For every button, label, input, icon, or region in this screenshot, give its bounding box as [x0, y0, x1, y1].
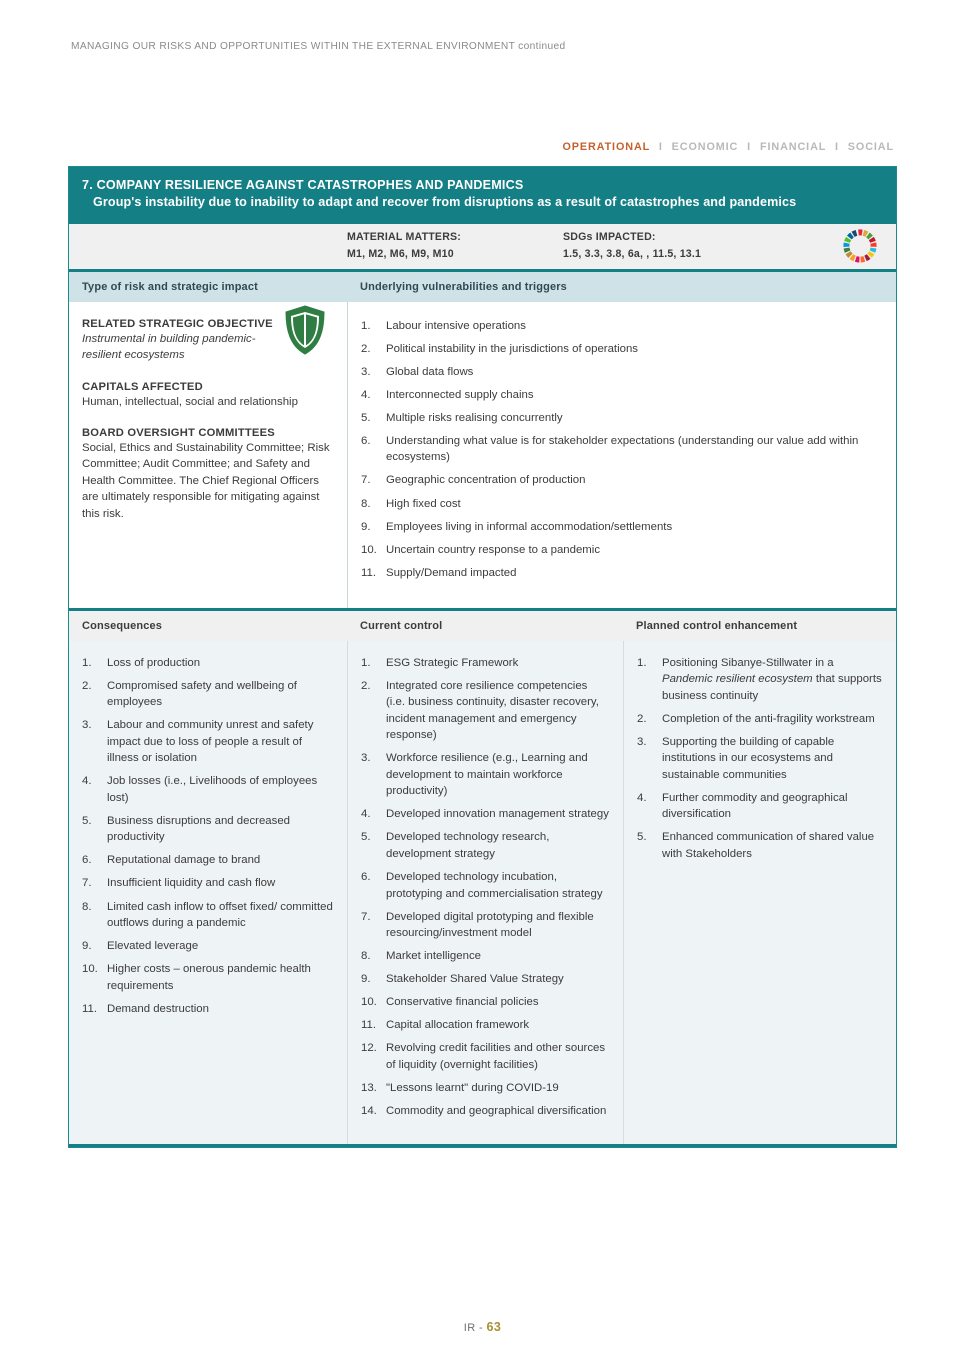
list-item-text: Compromised safety and wellbeing of employees — [107, 679, 297, 709]
list-item-text: Political instability in the jurisdictions of operations — [386, 342, 638, 355]
list-item-number: 4. — [82, 775, 92, 788]
list-item-text: Developed technology incubation, prototyping and commercialisation strategy — [386, 870, 603, 900]
list-item — [361, 519, 882, 536]
list-item-number: 10. — [361, 543, 377, 556]
list-item-text: Completion of the anti-fragility workstream — [662, 712, 875, 725]
list-item-text: Loss of production — [107, 656, 201, 669]
list-item — [361, 655, 609, 672]
list-item-number: 1. — [82, 656, 92, 669]
list-item-text: Developed innovation management strategy — [386, 808, 609, 821]
list-item-number: 9. — [361, 973, 371, 986]
list-item — [361, 994, 609, 1011]
list-item-text: Revolving credit facilities and other sources of liquidity (overnight facilities) — [386, 1042, 606, 1071]
list-item-number: 4. — [361, 388, 371, 401]
list-item-number: 1. — [361, 319, 371, 332]
lower-column-header-row — [69, 611, 896, 641]
material-matters-block — [347, 229, 563, 264]
list-item-number: 5. — [637, 831, 647, 844]
list-item-number: 8. — [82, 900, 92, 913]
running-header: MANAGING OUR RISKS AND OPPORTUNITIES WITHIN THE EXTERNAL ENVIRONMENT continued — [71, 41, 566, 52]
list-item-number: 9. — [361, 520, 371, 533]
board-oversight-title: BOARD OVERSIGHT COMMITTEES — [82, 427, 275, 440]
list-item-text: ESG Strategic Framework — [386, 656, 519, 669]
list-item-number: 10. — [361, 996, 377, 1009]
list-item-number: 10. — [82, 963, 98, 976]
list-item-text: Elevated leverage — [107, 940, 199, 953]
green-shield-icon — [283, 304, 327, 356]
risk-meta-strip — [69, 224, 896, 272]
upper-body — [69, 302, 896, 611]
list-item-number: 2. — [361, 342, 371, 355]
list-item-text: Positioning Sibanye-Stillwater in a Pandemic resilient ecosystem that supports business continuity — [662, 656, 882, 702]
list-item-number: 12. — [361, 1042, 377, 1055]
list-item-text: Further commodity and geographical diversification — [662, 791, 848, 821]
page-footer — [0, 1320, 965, 1334]
list-item-text: Developed digital prototyping and flexible resourcing/investment model — [386, 910, 594, 940]
list-item-text: Market intelligence — [386, 950, 481, 963]
list-item-text: Capital allocation framework — [386, 1019, 530, 1032]
list-item — [82, 773, 333, 806]
list-item — [361, 433, 882, 466]
column-header-type-of-risk: Type of risk and strategic impact — [82, 280, 258, 293]
list-item — [637, 829, 882, 862]
list-item-number: 11. — [361, 1019, 376, 1032]
list-item — [637, 711, 882, 728]
category-operational: OPERATIONAL — [562, 141, 650, 153]
column-header-underlying: Underlying vulnerabilities and triggers — [360, 280, 567, 293]
list-item-number: 7. — [82, 877, 92, 890]
list-item — [637, 655, 882, 705]
list-item — [361, 678, 609, 744]
list-item — [82, 813, 333, 846]
list-item-number: 7. — [361, 910, 371, 923]
current-control-list — [361, 655, 609, 1120]
list-item-text: Reputational damage to brand — [107, 854, 261, 867]
page-number: 63 — [486, 1320, 502, 1334]
capitals-affected-text: Human, intellectual, social and relationship — [82, 395, 298, 408]
list-item-number: 8. — [361, 950, 371, 963]
list-item-text: Global data flows — [386, 365, 474, 378]
list-item — [361, 829, 609, 862]
list-item-number: 14. — [361, 1104, 377, 1117]
list-item-text: Job losses (i.e., Livelihoods of employees lost) — [107, 775, 318, 804]
column-header-current-control: Current control — [360, 619, 443, 632]
list-item-number: 11. — [361, 566, 376, 579]
list-item-text: Higher costs – onerous pandemic health requirements — [107, 963, 311, 992]
list-item — [82, 1001, 333, 1018]
list-item — [361, 948, 609, 965]
risk-title: 7. COMPANY RESILIENCE AGAINST CATASTROPHES AND PANDEMICS — [82, 178, 524, 192]
list-item-number: 8. — [361, 497, 371, 510]
sdg-wheel-wrap — [793, 226, 896, 266]
list-item — [361, 1017, 609, 1034]
list-item — [361, 1080, 609, 1097]
sdgs-impacted-block — [563, 229, 793, 264]
list-item — [82, 717, 333, 767]
list-item-number: 6. — [361, 870, 371, 883]
list-item — [82, 655, 333, 672]
list-item-text: Conservative financial policies — [386, 996, 539, 1009]
planned-control-cell — [623, 641, 896, 1144]
list-item — [361, 387, 882, 404]
list-item-number: 2. — [82, 679, 92, 692]
list-item-text: Workforce resilience (e.g., Learning and development to maintain workforce productivity) — [386, 752, 588, 798]
list-item — [82, 961, 333, 994]
list-item-text: Uncertain country response to a pandemic — [386, 543, 601, 556]
list-item-number: 1. — [361, 656, 371, 669]
risk-title-band — [69, 167, 896, 224]
list-item — [361, 806, 609, 823]
list-item-text: Labour intensive operations — [386, 319, 526, 332]
underlying-vulnerabilities-cell — [347, 302, 896, 608]
lower-body — [69, 641, 896, 1147]
list-item-number: 3. — [361, 365, 371, 378]
list-item — [361, 496, 882, 513]
consequences-cell — [69, 641, 347, 1144]
list-item — [361, 364, 882, 381]
list-item-number: 6. — [82, 854, 92, 867]
category-separator: I — [658, 141, 663, 153]
list-item — [82, 875, 333, 892]
list-item-text: Enhanced communication of shared value with Stakeholders — [662, 831, 875, 860]
capitals-affected-title: CAPITALS AFFECTED — [82, 380, 203, 393]
list-item — [82, 938, 333, 955]
list-item-number: 2. — [637, 712, 647, 725]
list-item — [361, 869, 609, 902]
list-item — [82, 678, 333, 711]
category-social: SOCIAL — [847, 141, 894, 153]
category-economic: ECONOMIC — [671, 141, 739, 153]
list-item-text: "Lessons learnt" during COVID-19 — [386, 1081, 559, 1094]
list-item-text: Limited cash inflow to offset fixed/ committed outflows during a pandemic — [107, 900, 333, 930]
list-item-text: Interconnected supply chains — [386, 388, 534, 401]
material-matters-value: M1, M2, M6, M9, M10 — [347, 248, 454, 261]
risk-category-strip — [562, 141, 894, 153]
sdgs-impacted-label: SDGs IMPACTED: — [563, 230, 656, 243]
sdgs-impacted-value: 1.5, 3.3, 3.8, 6a, , 11.5, 13.1 — [563, 248, 702, 261]
list-item — [361, 318, 882, 335]
list-item-number: 4. — [637, 791, 647, 804]
list-item — [361, 565, 882, 582]
related-strategic-objective-text: Instrumental in building pandemic-resilient ecosystems — [82, 332, 256, 362]
list-item-text: Demand destruction — [107, 1002, 209, 1015]
list-item-number: 11. — [82, 1002, 97, 1015]
upper-column-header-row — [69, 272, 896, 302]
list-item — [361, 971, 609, 988]
board-oversight-text: Social, Ethics and Sustainability Committee; Risk Committee; Audit Committee; and Safety and Health Committee. The Chief Regional Officers are ultimately responsible for mitigating against this risk. — [82, 442, 330, 520]
list-item-number: 3. — [637, 735, 647, 748]
list-item-text: High fixed cost — [386, 497, 461, 510]
list-item-text: Stakeholder Shared Value Strategy — [386, 973, 564, 986]
list-item — [361, 750, 609, 800]
list-item-text: Geographic concentration of production — [386, 474, 586, 487]
list-item-number: 9. — [82, 940, 92, 953]
risk-subtitle: Group's instability due to inability to adapt and recover from disruptions as a result of catastrophes and pandemics — [93, 195, 797, 210]
column-header-consequences: Consequences — [82, 619, 163, 632]
list-item — [361, 410, 882, 427]
category-separator: I — [834, 141, 839, 153]
list-item-number: 13. — [361, 1081, 377, 1094]
related-strategic-objective-title: RELATED STRATEGIC OBJECTIVE — [82, 317, 273, 330]
list-item-number: 2. — [361, 679, 371, 692]
list-item-text: Business disruptions and decreased productivity — [107, 814, 290, 844]
category-financial: FINANCIAL — [759, 141, 827, 153]
list-item — [361, 1103, 609, 1120]
list-item-text: Supporting the building of capable institutions in our ecosystems and sustainable communities — [662, 735, 835, 781]
consequences-list — [82, 655, 333, 1018]
current-control-cell — [347, 641, 623, 1144]
list-item-text: Supply/Demand impacted — [386, 566, 517, 579]
list-item-number: 3. — [361, 752, 371, 765]
list-item-text: Multiple risks realising concurrently — [386, 411, 563, 424]
list-item-number: 4. — [361, 808, 371, 821]
list-item-number: 3. — [82, 719, 92, 732]
list-item-number: 5. — [361, 411, 371, 424]
list-item — [361, 542, 882, 559]
list-item — [637, 790, 882, 823]
category-separator: I — [747, 141, 752, 153]
list-item — [82, 899, 333, 932]
list-item — [361, 341, 882, 358]
list-item-text: Integrated core resilience competencies (i.e. business continuity, disaster recovery, incident management and emergency response) — [386, 679, 599, 742]
list-item-number: 6. — [361, 434, 371, 447]
list-item-number: 1. — [637, 656, 647, 669]
list-item-number: 7. — [361, 474, 371, 487]
list-item-text: Labour and community unrest and safety impact due to loss of people a result of illness or isolation — [107, 719, 314, 765]
sdg-colour-wheel-icon — [840, 226, 880, 266]
strategic-impact-cell — [69, 302, 347, 608]
list-item-number: 5. — [82, 814, 92, 827]
list-item — [361, 1040, 609, 1073]
risk-table — [68, 166, 897, 1148]
list-item — [637, 734, 882, 784]
list-item — [361, 472, 882, 489]
list-item-text: Insufficient liquidity and cash flow — [107, 877, 276, 890]
column-header-planned-control: Planned control enhancement — [636, 619, 798, 632]
list-item-text: Understanding what value is for stakeholder expectations (understanding our value add within ecosystems) — [386, 434, 859, 464]
list-item — [82, 852, 333, 869]
list-item-text: Developed technology research, development strategy — [386, 831, 550, 860]
planned-control-list — [637, 655, 882, 863]
list-item — [361, 909, 609, 942]
list-item-text: Employees living in informal accommodation/settlements — [386, 520, 673, 533]
footer-prefix: IR - — [463, 1322, 487, 1334]
material-matters-label: MATERIAL MATTERS: — [347, 230, 462, 243]
list-item-number: 5. — [361, 831, 371, 844]
underlying-vulnerabilities-list — [361, 318, 882, 581]
emphasised-term: Pandemic resilient ecosystem — [662, 673, 813, 686]
list-item-text: Commodity and geographical diversification — [386, 1104, 607, 1117]
